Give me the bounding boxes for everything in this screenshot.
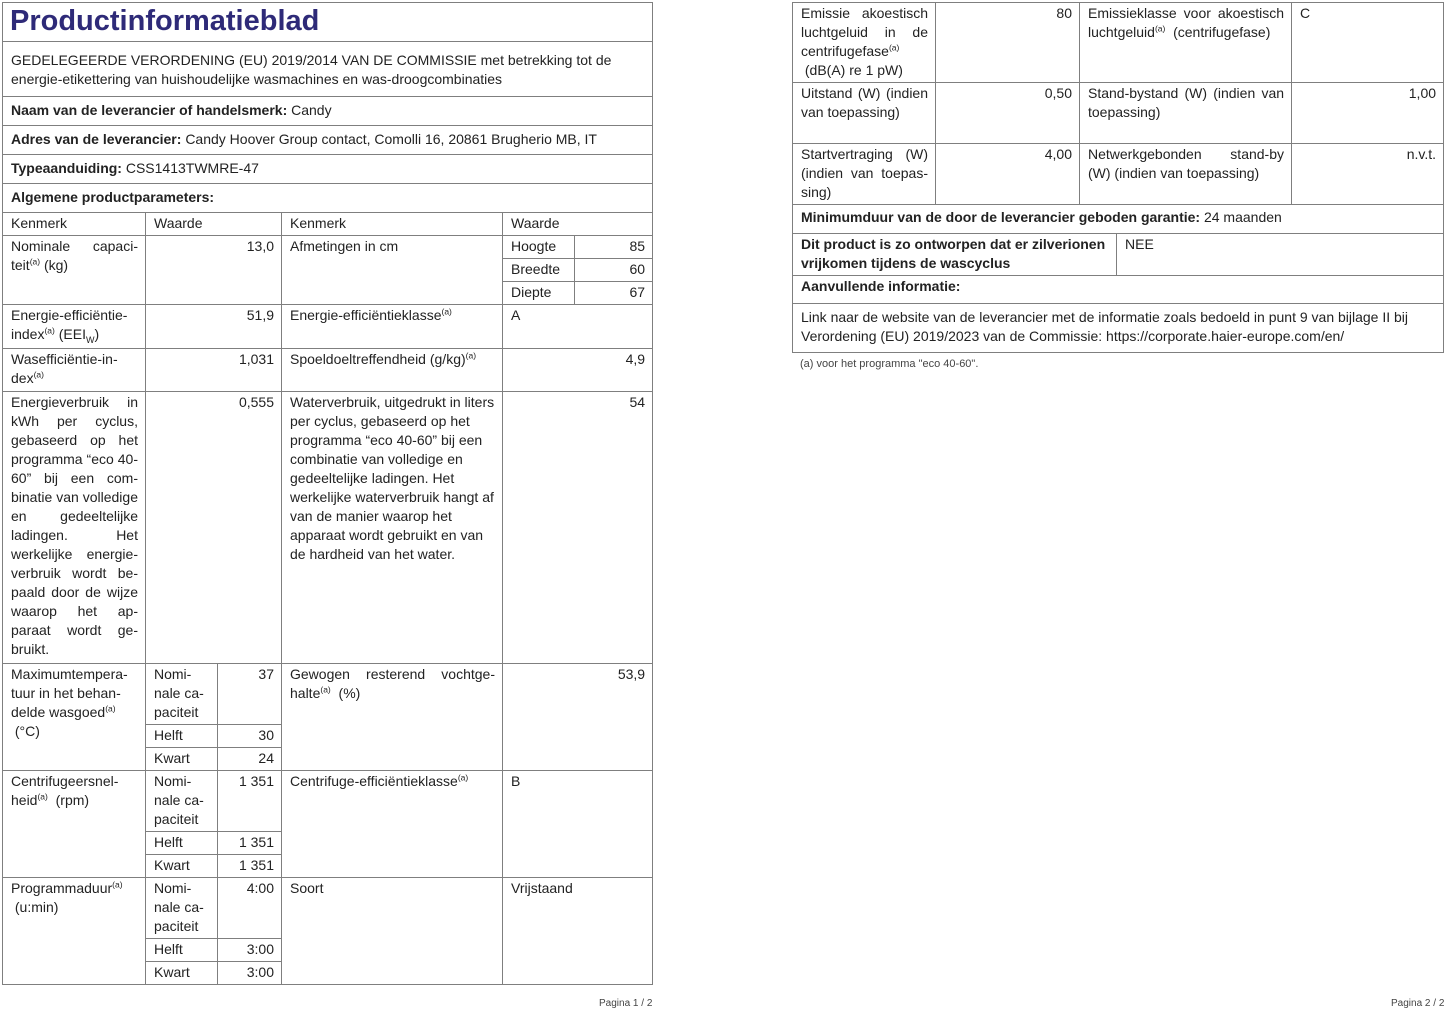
supplier-row	[3, 97, 653, 126]
page-1	[2, 2, 652, 985]
duration-label: Programmaduur	[11, 880, 113, 896]
silver-ions-value: NEE	[1117, 234, 1444, 276]
network-standby-label: Netwerkgebonden stand-by (W) (indien van toepassing)	[1080, 144, 1292, 205]
delay-start-value: 4,00	[936, 144, 1080, 205]
spin-speed-label-cell	[3, 771, 146, 878]
max-temp-quarter-label: Kwart	[146, 748, 218, 771]
product-info-table	[2, 2, 653, 985]
max-temp-label-cell	[3, 664, 146, 771]
off-mode-label: Uitstand (W) (indien van toepassing)	[793, 83, 936, 144]
footnote-ref: (a)	[37, 791, 48, 802]
type-label: Soort	[282, 878, 503, 985]
footnote: (a) voor het programma "eco 40-60".	[800, 358, 979, 370]
spin-class-label: Centrifuge-efficiëntieklasse	[290, 773, 458, 789]
eei-value: 51,9	[146, 305, 282, 349]
model-label: Typeaanduiding:	[11, 160, 122, 176]
footnote-ref: (a)	[44, 325, 55, 336]
delay-start-label: Startvertraging (W) (indien van toepassing)	[793, 144, 936, 205]
footnote-ref: (a)	[112, 879, 123, 890]
noise-class-unit: (centrifugefase)	[1173, 24, 1271, 40]
washing-index-label-cell	[3, 349, 146, 392]
noise-class-label: Emissieklasse voor akoestisch luchtgeluid	[1088, 5, 1285, 40]
footnote-ref: (a)	[888, 42, 900, 53]
spin-quarter-label: Kwart	[146, 855, 218, 878]
rinsing-label: Spoeldoeltreffendheid (g/kg)	[290, 351, 466, 367]
max-temp-half-label: Helft	[146, 725, 218, 748]
duration-half-label: Helft	[146, 939, 218, 962]
off-mode-value: 0,50	[936, 83, 1080, 144]
warranty-label: Minimumduur van de door de leverancier geboden garantie:	[801, 209, 1201, 225]
address-value: Candy Hoover Group contact, Comolli 16, 20861 Brugherio MB, IT	[185, 131, 597, 147]
width-value: 60	[575, 259, 653, 282]
general-params-heading: Algemene productparameters:	[3, 184, 653, 213]
eei-unit: (EEI	[58, 326, 86, 342]
page-2	[792, 2, 1443, 370]
network-standby-value: n.v.t.	[1292, 144, 1444, 205]
address-row	[3, 126, 653, 155]
max-temp-quarter-value: 24	[218, 748, 282, 771]
dimensions-label: Afmetingen in cm	[282, 236, 503, 305]
footnote-ref: (a)	[1154, 23, 1166, 34]
spin-nominal-label: Nominale capaciteit	[146, 771, 218, 832]
additional-info-heading: Aanvullende informatie:	[793, 276, 1444, 304]
capacity-unit: (kg)	[43, 257, 69, 273]
height-label: Hoogte	[503, 236, 575, 259]
warranty-value: 24 maanden	[1203, 209, 1282, 225]
page-2-footer: Pagina 2 / 2	[1391, 998, 1445, 1009]
spin-speed-label: Centrifugeersnelheid	[11, 773, 119, 808]
spin-speed-unit: (rpm)	[55, 792, 90, 808]
eei-unit-close: )	[94, 326, 100, 342]
duration-quarter-value: 3:00	[218, 962, 282, 985]
product-info-table-continued	[792, 2, 1444, 353]
spin-class-value: B	[503, 771, 653, 878]
supplier-label: Naam van de leverancier of handelsmerk:	[11, 102, 288, 118]
standby-value: 1,00	[1292, 83, 1444, 144]
header-kenmerk-2: Kenmerk	[282, 213, 503, 236]
duration-half-value: 3:00	[218, 939, 282, 962]
depth-value: 67	[575, 282, 653, 305]
capacity-value: 13,0	[146, 236, 282, 305]
model-value: CSS1413TWMRE-47	[125, 160, 259, 176]
model-row	[3, 155, 653, 184]
energy-class-value: A	[503, 305, 653, 349]
regulation-text: GEDELEGEERDE VERORDENING (EU) 2019/2014 VAN DE COMMISSIE met betrekking tot de energie-etikettering van huishoudelijke wasmachines en was-droogcombinaties	[3, 42, 653, 97]
noise-class-label-cell	[1080, 3, 1292, 83]
spin-half-value: 1 351	[218, 832, 282, 855]
supplier-value: Candy	[291, 102, 332, 118]
energy-consumption-value: 0,555	[146, 392, 282, 664]
footnote-ref: (a)	[457, 772, 469, 783]
energy-class-label-cell	[282, 305, 503, 349]
spin-half-label: Helft	[146, 832, 218, 855]
duration-nominal-value: 4:00	[218, 878, 282, 939]
noise-class-value: C	[1292, 3, 1444, 83]
duration-quarter-label: Kwart	[146, 962, 218, 985]
noise-label: Emissie akoestisch luchtgeluid in de centrifugefase	[801, 5, 928, 59]
spin-quarter-value: 1 351	[218, 855, 282, 878]
header-waarde-1: Waarde	[146, 213, 282, 236]
max-temp-half-value: 30	[218, 725, 282, 748]
washing-index-value: 1,031	[146, 349, 282, 392]
noise-unit: (dB(A) re 1 pW)	[804, 62, 903, 78]
footnote-ref: (a)	[465, 350, 477, 361]
rinsing-label-cell	[282, 349, 503, 392]
address-label: Adres van de leverancier:	[11, 131, 182, 147]
eei-unit-sub: W	[85, 334, 95, 345]
duration-unit: (u:min)	[14, 899, 59, 915]
supplier-website-link: Link naar de website van de leverancier met de informatie zoals bedoeld in punt 9 van bijlage II bij Verordening (EU) 2019/2023 van de Commissie: https://corporate.haier-europe.com/en/	[793, 304, 1444, 353]
max-temp-nominal-label: Nominale capaciteit	[146, 664, 218, 725]
page-title: Productinformatieblad	[3, 3, 653, 42]
moisture-label: Gewogen resterend vochtgehalte	[290, 666, 495, 701]
eei-label-cell	[3, 305, 146, 349]
footnote-ref: (a)	[33, 369, 44, 380]
moisture-unit: (%)	[338, 685, 361, 701]
spin-class-label-cell	[282, 771, 503, 878]
depth-label: Diepte	[503, 282, 575, 305]
noise-label-cell	[793, 3, 936, 83]
max-temp-label: Maximumtemperatuur in het behandelde wasgoed	[11, 666, 128, 720]
warranty-row	[793, 205, 1444, 234]
rinsing-value: 4,9	[503, 349, 653, 392]
footnote-ref: (a)	[29, 256, 41, 267]
noise-value: 80	[936, 3, 1080, 83]
footnote-ref: (a)	[320, 684, 331, 695]
water-consumption-label: Waterverbruik, uitgedrukt in liters per cyclus, gebaseerd op het programma “eco 40-60” bij een combinatie van volledige en gedeeltelijke ladingen. Het werkelijke waterverbruik hangt af van de manier waarop het apparaat wordt gebruikt en van de hardheid van het water.	[282, 392, 503, 664]
max-temp-nominal-value: 37	[218, 664, 282, 725]
duration-nominal-label: Nominale capaciteit	[146, 878, 218, 939]
max-temp-unit: (°C)	[14, 723, 40, 739]
header-kenmerk-1: Kenmerk	[3, 213, 146, 236]
type-value: Vrijstaand	[503, 878, 653, 985]
energy-consumption-label: Energieverbruik in kWh per cyclus, gebaseerd op het programma “eco 40-60” bij een combinatie van volledige en gedeeltelijke ladingen. Het werkelijke energieverbruik wordt bepaald door de wijze waarop het apparaat wordt gebruikt.	[3, 392, 146, 664]
energy-class-label: Energie-efficiëntieklasse	[290, 307, 442, 323]
water-consumption-value: 54	[503, 392, 653, 664]
silver-ions-label: Dit product is zo ontworpen dat er zilverionen vrijkomen tijdens de wascyclus	[793, 234, 1117, 276]
header-waarde-2: Waarde	[503, 213, 653, 236]
page-1-footer: Pagina 1 / 2	[599, 998, 653, 1009]
spin-nominal-value: 1 351	[218, 771, 282, 832]
washing-index-label: Wasefficiëntie-index	[11, 351, 118, 386]
height-value: 85	[575, 236, 653, 259]
moisture-value: 53,9	[503, 664, 653, 771]
moisture-label-cell	[282, 664, 503, 771]
standby-label: Stand-bystand (W) (indien van toepassing)	[1080, 83, 1292, 144]
capacity-label: Nominale capaciteit	[11, 238, 138, 273]
eei-label: Energie-efficiëntie-index	[11, 307, 128, 342]
capacity-label-cell	[3, 236, 146, 305]
width-label: Breedte	[503, 259, 575, 282]
duration-label-cell	[3, 878, 146, 985]
footnote-ref: (a)	[441, 306, 452, 317]
footnote-ref: (a)	[105, 703, 116, 714]
